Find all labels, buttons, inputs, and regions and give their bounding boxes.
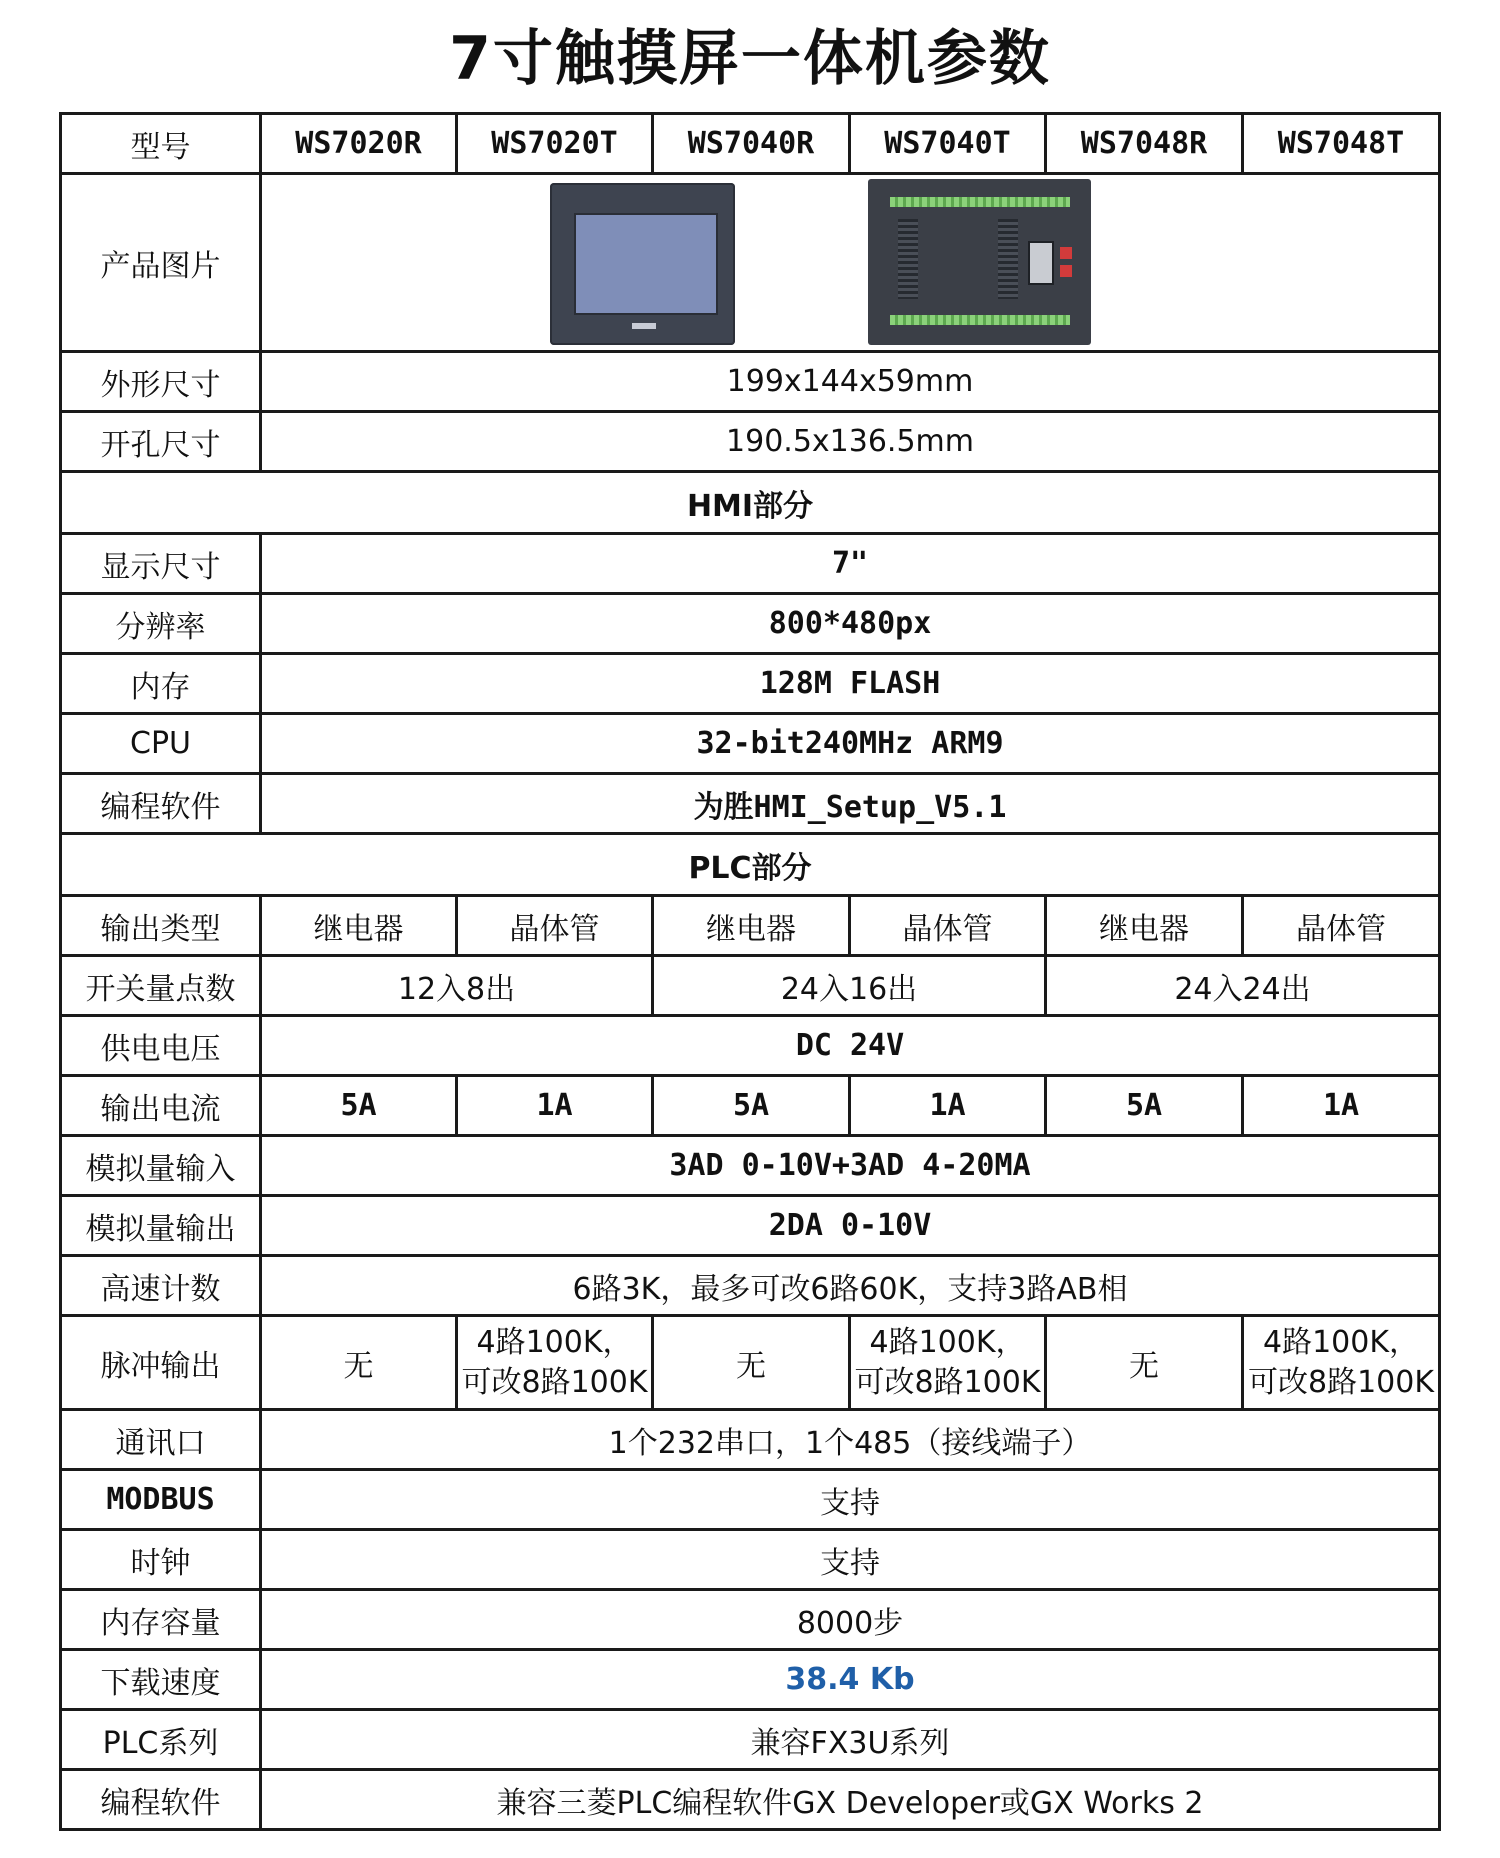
table-row-hmi-software xyxy=(61,774,1440,834)
plc-series-value: 兼容FX3U系列 xyxy=(261,1710,1440,1770)
hmi-software-value: 为胜HMI_Setup_V5.1 xyxy=(261,774,1440,834)
comm-value: 1个232串口，1个485（接线端子） xyxy=(261,1410,1440,1470)
row-label-cutout: 开孔尺寸 xyxy=(61,412,261,472)
row-label-clock: 时钟 xyxy=(61,1530,261,1590)
product-image-cell xyxy=(261,174,1440,352)
pulse-none-cell: 无 xyxy=(653,1316,850,1410)
plc-terminal-bottom xyxy=(890,315,1070,325)
table-row-modbus xyxy=(61,1470,1440,1530)
modbus-value: 支持 xyxy=(261,1470,1440,1530)
output-current-cell: 5A xyxy=(261,1076,457,1136)
row-label-high-speed: 高速计数 xyxy=(61,1256,261,1316)
plc-indicator xyxy=(1060,247,1072,259)
pulse-line-2: 可改8路100K xyxy=(854,1364,1041,1400)
row-label-plc-series: PLC系列 xyxy=(61,1710,261,1770)
pulse-line-2: 可改8路100K xyxy=(1247,1364,1435,1400)
plc-section-heading: PLC部分 xyxy=(61,834,1440,896)
row-label-product-image: 产品图片 xyxy=(61,174,261,352)
analog-out-value: 2DA 0-10V xyxy=(261,1196,1440,1256)
pulse-value-cell xyxy=(1243,1316,1440,1410)
plc-controller-image xyxy=(868,179,1091,345)
cutout-value: 190.5x136.5mm xyxy=(261,412,1440,472)
row-label-download: 下载速度 xyxy=(61,1650,261,1710)
pulse-line-1: 4路100K， xyxy=(1262,1324,1420,1360)
table-row-hmi-section xyxy=(61,472,1440,534)
table-row-cpu xyxy=(61,714,1440,774)
output-type-cell: 继电器 xyxy=(261,896,457,956)
pulse-value-cell xyxy=(457,1316,653,1410)
plc-vent-left xyxy=(898,219,918,299)
row-label-output-current: 输出电流 xyxy=(61,1076,261,1136)
plc-indicator xyxy=(1060,265,1072,277)
io-points-cell: 24入24出 xyxy=(1046,956,1440,1016)
table-row-clock xyxy=(61,1530,1440,1590)
row-label-model: 型号 xyxy=(61,114,261,174)
page-title: 7寸触摸屏一体机参数 xyxy=(449,24,1051,94)
output-current-cell: 1A xyxy=(457,1076,653,1136)
hmi-section-heading: HMI部分 xyxy=(61,472,1440,534)
table-row-display-size xyxy=(61,534,1440,594)
row-label-comm: 通讯口 xyxy=(61,1410,261,1470)
pulse-line-1: 4路100K， xyxy=(476,1324,633,1360)
power-value: DC 24V xyxy=(261,1016,1440,1076)
output-type-cell: 晶体管 xyxy=(457,896,653,956)
row-label-analog-in: 模拟量输入 xyxy=(61,1136,261,1196)
plc-vent-right xyxy=(998,219,1018,299)
row-label-resolution: 分辨率 xyxy=(61,594,261,654)
table-row-high-speed xyxy=(61,1256,1440,1316)
row-label-dimensions: 外形尺寸 xyxy=(61,352,261,412)
model-cell: WS7048T xyxy=(1243,114,1440,174)
pulse-line-2: 可改8路100K xyxy=(461,1364,648,1400)
model-cell: WS7040T xyxy=(850,114,1046,174)
high-speed-value: 6路3K，最多可改6路60K，支持3路AB相 xyxy=(261,1256,1440,1316)
spec-table xyxy=(59,112,1441,1831)
table-row-comm xyxy=(61,1410,1440,1470)
output-current-cell: 5A xyxy=(653,1076,850,1136)
pulse-none-cell: 无 xyxy=(261,1316,457,1410)
table-row-output-current xyxy=(61,1076,1440,1136)
row-label-pulse: 脉冲输出 xyxy=(61,1316,261,1410)
row-label-io-points: 开关量点数 xyxy=(61,956,261,1016)
output-type-cell: 晶体管 xyxy=(1243,896,1440,956)
row-label-hmi-software: 编程软件 xyxy=(61,774,261,834)
table-row-download xyxy=(61,1650,1440,1710)
output-current-cell: 5A xyxy=(1046,1076,1243,1136)
row-label-mem-capacity: 内存容量 xyxy=(61,1590,261,1650)
row-label-memory: 内存 xyxy=(61,654,261,714)
mem-capacity-value: 8000步 xyxy=(261,1590,1440,1650)
pulse-none-cell: 无 xyxy=(1046,1316,1243,1410)
row-label-power: 供电电压 xyxy=(61,1016,261,1076)
row-label-analog-out: 模拟量输出 xyxy=(61,1196,261,1256)
io-points-cell: 12入8出 xyxy=(261,956,653,1016)
hmi-touchscreen-image xyxy=(550,183,735,345)
output-current-cell: 1A xyxy=(850,1076,1046,1136)
table-row-plc-section xyxy=(61,834,1440,896)
row-label-output-type: 输出类型 xyxy=(61,896,261,956)
row-label-plc-software: 编程软件 xyxy=(61,1770,261,1830)
model-cell: WS7020T xyxy=(457,114,653,174)
plc-software-value: 兼容三菱PLC编程软件GX Developer或GX Works 2 xyxy=(261,1770,1440,1830)
output-type-cell: 继电器 xyxy=(653,896,850,956)
output-type-cell: 继电器 xyxy=(1046,896,1243,956)
row-label-modbus: MODBUS xyxy=(61,1470,261,1530)
table-row-cutout xyxy=(61,412,1440,472)
cpu-value: 32-bit240MHz ARM9 xyxy=(261,714,1440,774)
hmi-logo xyxy=(632,323,656,329)
memory-value: 128M FLASH xyxy=(261,654,1440,714)
table-row-product-image xyxy=(61,174,1440,352)
display-size-value: 7" xyxy=(261,534,1440,594)
table-row-mem-capacity xyxy=(61,1590,1440,1650)
table-row-pulse xyxy=(61,1316,1440,1410)
clock-value: 支持 xyxy=(261,1530,1440,1590)
analog-in-value: 3AD 0-10V+3AD 4-20MA xyxy=(261,1136,1440,1196)
plc-terminal-top xyxy=(890,197,1070,207)
model-cell: WS7040R xyxy=(653,114,850,174)
model-cell: WS7020R xyxy=(261,114,457,174)
table-row-memory xyxy=(61,654,1440,714)
table-row-plc-software xyxy=(61,1770,1440,1830)
download-speed-value: 38.4 Kb xyxy=(261,1650,1440,1710)
io-points-cell: 24入16出 xyxy=(653,956,1046,1016)
row-label-display-size: 显示尺寸 xyxy=(61,534,261,594)
model-cell: WS7048R xyxy=(1046,114,1243,174)
output-type-cell: 晶体管 xyxy=(850,896,1046,956)
table-row-model xyxy=(61,114,1440,174)
plc-serial-port xyxy=(1028,241,1054,285)
pulse-line-1: 4路100K， xyxy=(869,1324,1026,1360)
table-row-plc-series xyxy=(61,1710,1440,1770)
table-row-power xyxy=(61,1016,1440,1076)
table-row-dimensions xyxy=(61,352,1440,412)
resolution-value: 800*480px xyxy=(261,594,1440,654)
row-label-cpu: CPU xyxy=(61,714,261,774)
table-row-resolution xyxy=(61,594,1440,654)
pulse-value-cell xyxy=(850,1316,1046,1410)
hmi-screen xyxy=(574,213,718,315)
table-row-io-points xyxy=(61,956,1440,1016)
dimensions-value: 199x144x59mm xyxy=(261,352,1440,412)
table-row-analog-out xyxy=(61,1196,1440,1256)
output-current-cell: 1A xyxy=(1243,1076,1440,1136)
table-row-analog-in xyxy=(61,1136,1440,1196)
table-row-output-type xyxy=(61,896,1440,956)
